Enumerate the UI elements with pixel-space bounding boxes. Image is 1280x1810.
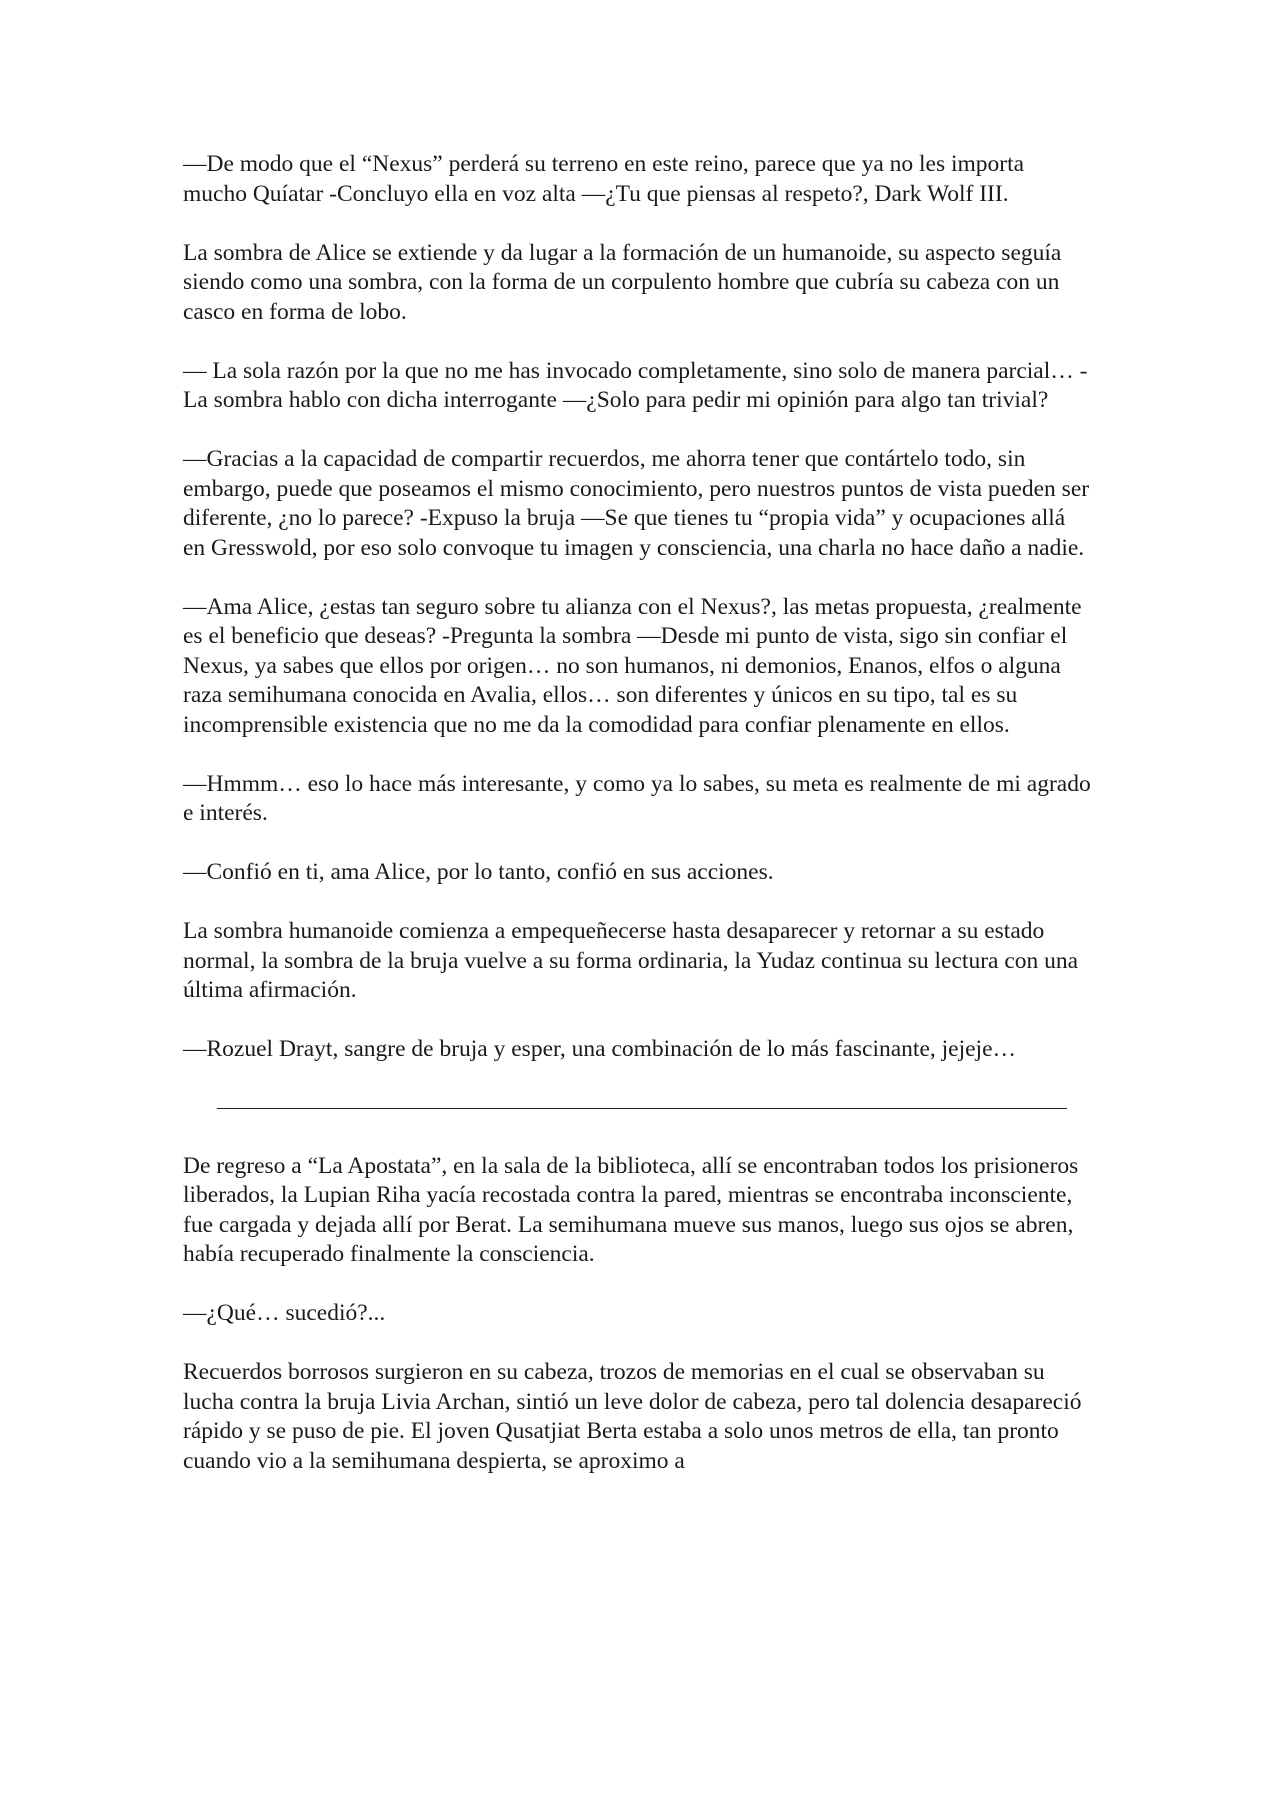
paragraph: —De modo que el “Nexus” perderá su terreno en este reino, parece que ya no les importa mucho Quíatar -Concluyo ella en voz alta —¿Tu que piensas al respeto?, Dark Wolf III. <box>183 151 1025 207</box>
document-page <box>183 150 1093 1506</box>
paragraph: De regreso a “La Apostata”, en la sala de la biblioteca, allí se encontraban todos los prisioneros liberados, la Lupian Riha yacía recostada contra la pared, mientras se encontraba inconsciente, fue cargada y dejada allí por Berat. La semihumana mueve sus manos, luego sus ojos se abren, había recuperado finalmente la consciencia. <box>183 1152 1079 1267</box>
paragraph: —Rozuel Drayt, sangre de bruja y esper, una combinación de lo más fascinante, jejeje… <box>183 1036 1017 1062</box>
paragraph: —Hmmm… eso lo hace más interesante, y como ya lo sabes, su meta es realmente de mi agrado e interés. <box>183 770 1091 826</box>
paragraph: La sombra humanoide comienza a empequeñecerse hasta desaparecer y retornar a su estado normal, la sombra de la bruja vuelve a su forma ordinaria, la Yudaz continua su lectura con una última afirmación. <box>183 918 1079 1003</box>
paragraph: La sombra de Alice se extiende y da lugar a la formación de un humanoide, su aspecto seguía siendo como una sombra, con la forma de un corpulento hombre que cubría su cabeza con un casco en forma de lobo. <box>183 239 1062 325</box>
paragraph: —Ama Alice, ¿estas tan seguro sobre tu alianza con el Nexus?, las metas propuesta, ¿realmente es el beneficio que deseas? -Pregunta la sombra —Desde mi punto de vista, sigo sin confiar el Nexus, ya sabes que ellos por origen… no son humanos, ni demonios, Enanos, elfos o alguna raza semihumana conocida en Avalia, ellos… son diferentes y únicos en su tipo, tal es su incomprensible existencia que no me da la comodidad para confiar plenamente en ellos. <box>183 593 1082 738</box>
paragraph: Recuerdos borrosos surgieron en su cabeza, trozos de memorias en el cual se observaban su lucha contra la bruja Livia Archan, sintió un leve dolor de cabeza, pero tal dolencia desapareció rápido y se puso de pie. El joven Qusatjiat Berta estaba a solo unos metros de ella, tan pronto cuando vio a la semihumana despierta, se aproximo a <box>183 1359 1082 1474</box>
paragraph: —¿Qué… sucedió?... <box>183 1300 386 1326</box>
paragraph: — La sola razón por la que no me has invocado completamente, sino solo de manera parcial… -La sombra hablo con dicha interrogante —¿Solo para pedir mi opinión para algo tan trivial? <box>183 357 1088 413</box>
section-divider <box>217 1108 1067 1109</box>
paragraph: —Gracias a la capacidad de compartir recuerdos, me ahorra tener que contártelo todo, sin embargo, puede que poseamos el mismo conocimiento, pero nuestros puntos de vista pueden ser diferente, ¿no lo parece? -Expuso la bruja —Se que tienes tu “propia vida” y ocupaciones allá en Gresswold, por eso solo convoque tu imagen y consciencia, una charla no hace daño a nadie. <box>183 446 1090 561</box>
paragraph: —Confió en ti, ama Alice, por lo tanto, confió en sus acciones. <box>183 859 774 885</box>
